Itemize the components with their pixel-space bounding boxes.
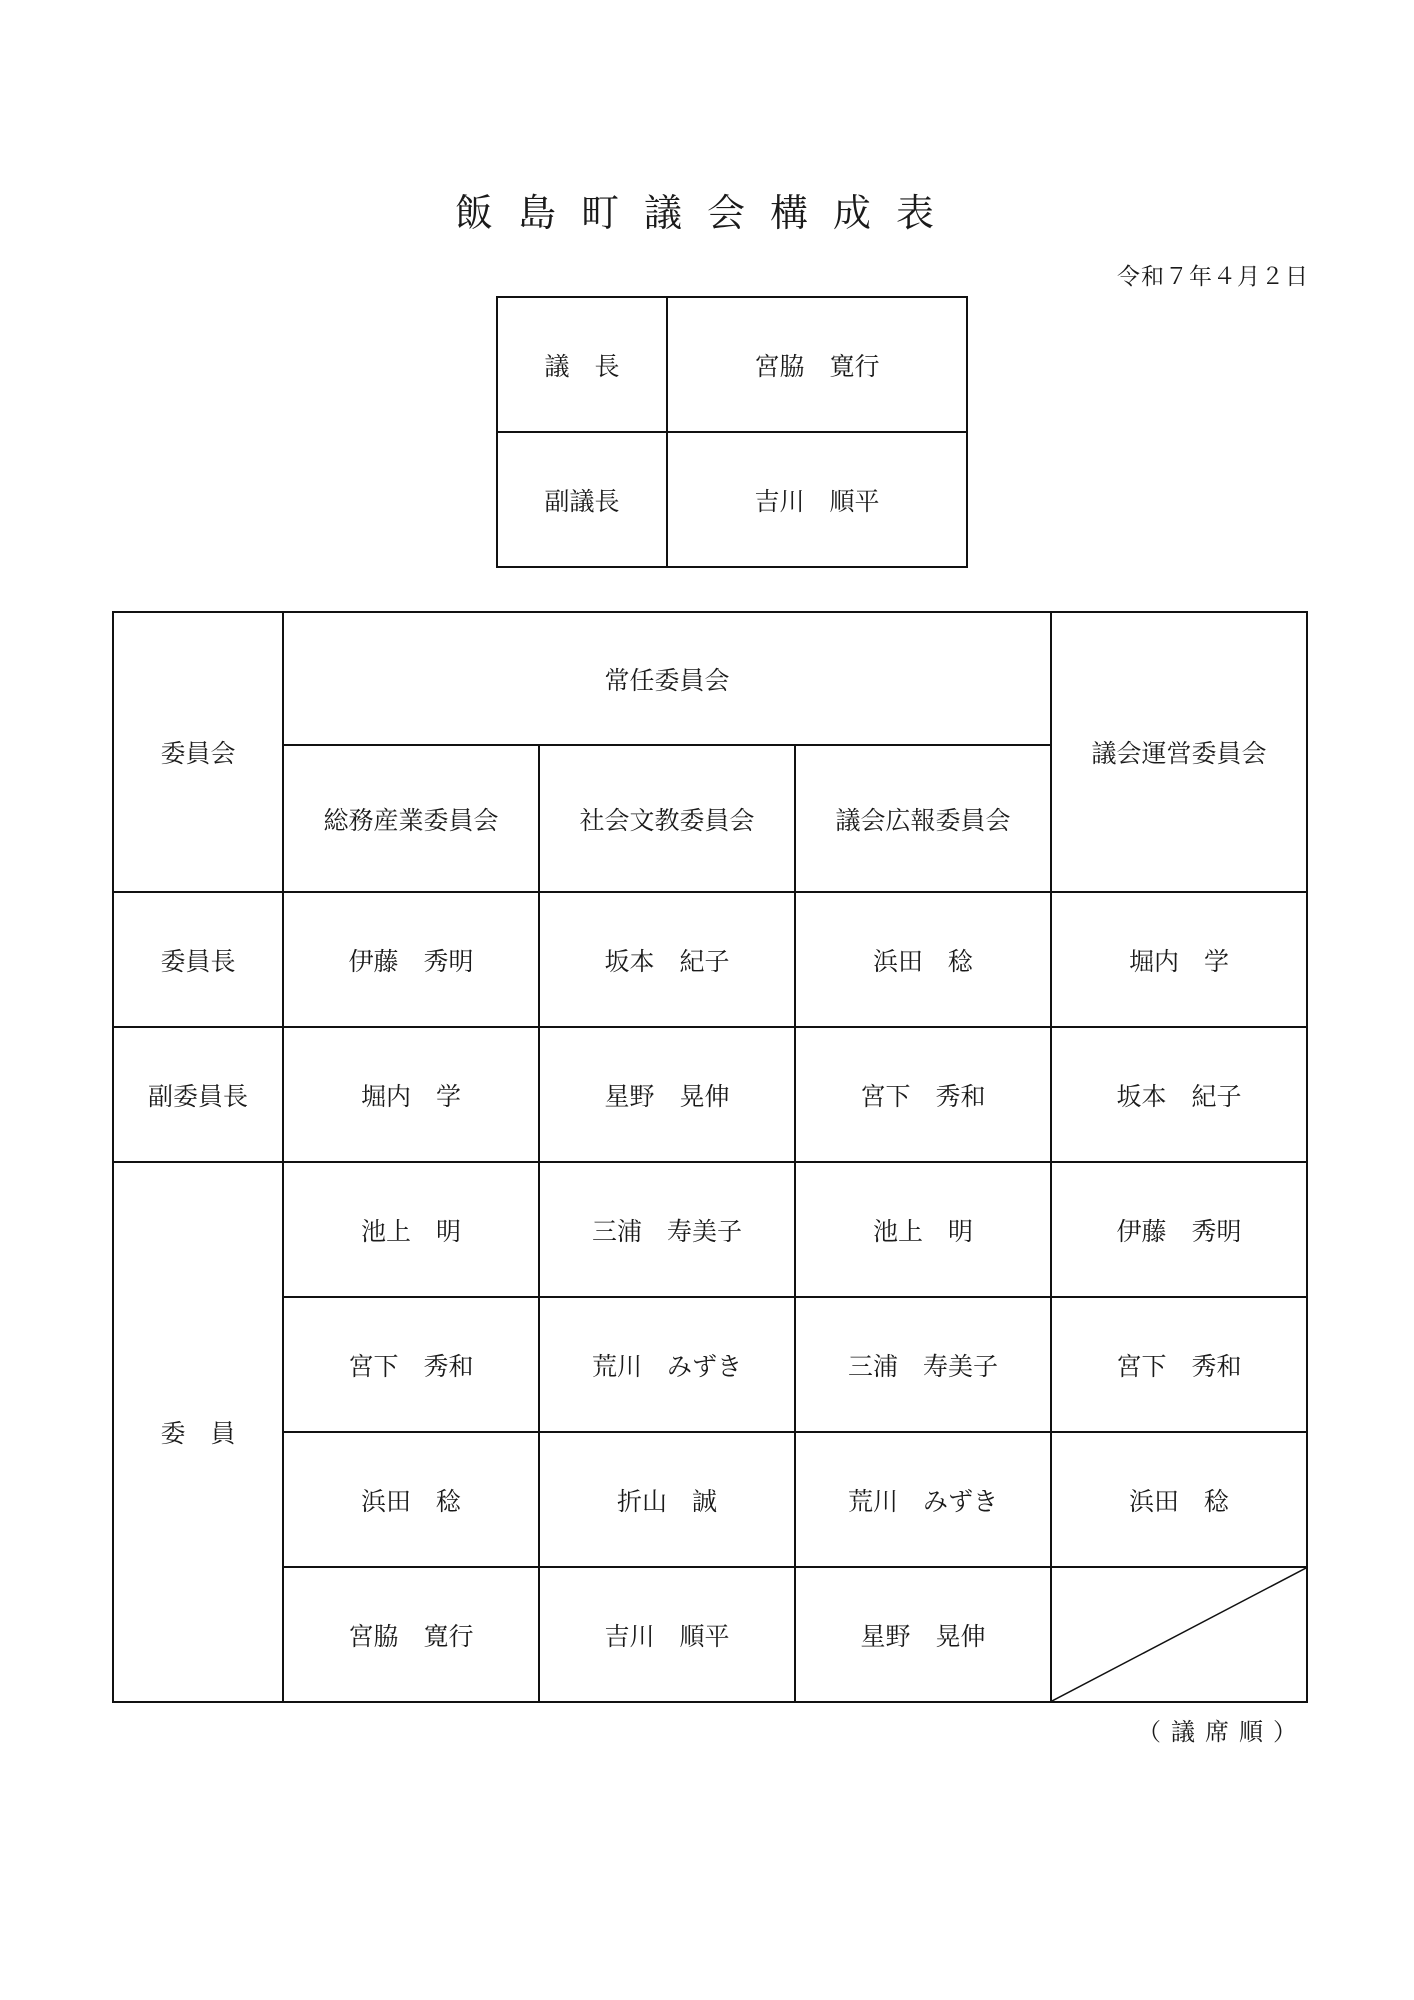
member-name: 折山 誠 — [539, 1432, 795, 1567]
member-name: 三浦 寿美子 — [539, 1162, 795, 1297]
officer-name-vice-speaker: 吉川 順平 — [667, 432, 967, 567]
chair-name: 浜田 稔 — [795, 892, 1051, 1027]
vice-chair-name: 星野 晃伸 — [539, 1027, 795, 1162]
officer-role-vice-speaker: 副議長 — [497, 432, 667, 567]
member-name: 吉川 順平 — [539, 1567, 795, 1702]
member-name: 伊藤 秀明 — [1051, 1162, 1307, 1297]
diagonal-line — [1052, 1568, 1306, 1701]
member-name: 宮下 秀和 — [1051, 1297, 1307, 1432]
member-name: 宮下 秀和 — [283, 1297, 539, 1432]
member-name: 星野 晃伸 — [795, 1567, 1051, 1702]
chair-label: 委員長 — [113, 892, 283, 1027]
committee-header-steering: 議会運営委員会 — [1051, 612, 1307, 892]
vice-chair-name: 宮下 秀和 — [795, 1027, 1051, 1162]
page-title: 飯島町議会構成表 — [454, 191, 959, 235]
officer-role-speaker: 議 長 — [497, 297, 667, 432]
seat-order-note: （議席順） — [1137, 1718, 1307, 1746]
member-row — [113, 1567, 1307, 1702]
officers-table — [496, 296, 968, 568]
vice-chair-label: 副委員長 — [113, 1027, 283, 1162]
officer-row-speaker — [497, 297, 967, 432]
empty-cell-diagonal — [1051, 1567, 1307, 1702]
vice-chair-name: 堀内 学 — [283, 1027, 539, 1162]
chair-name: 堀内 学 — [1051, 892, 1307, 1027]
committee-header-social-education: 社会文教委員会 — [539, 745, 795, 892]
document-date: 令和７年４月２日 — [1117, 264, 1309, 290]
officer-row-vice-speaker — [497, 432, 967, 567]
chair-name: 坂本 紀子 — [539, 892, 795, 1027]
committees-table — [112, 611, 1308, 1703]
officer-name-speaker: 宮脇 寛行 — [667, 297, 967, 432]
member-label: 委 員 — [113, 1162, 283, 1702]
member-name: 浜田 稔 — [1051, 1432, 1307, 1567]
member-name: 池上 明 — [795, 1162, 1051, 1297]
header-row-group — [113, 612, 1307, 745]
chair-name: 伊藤 秀明 — [283, 892, 539, 1027]
member-name: 宮脇 寛行 — [283, 1567, 539, 1702]
corner-label: 委員会 — [113, 612, 283, 892]
member-name: 池上 明 — [283, 1162, 539, 1297]
vice-chair-row — [113, 1027, 1307, 1162]
member-name: 荒川 みずき — [795, 1432, 1051, 1567]
chair-row — [113, 892, 1307, 1027]
member-name: 荒川 みずき — [539, 1297, 795, 1432]
member-name: 三浦 寿美子 — [795, 1297, 1051, 1432]
member-row — [113, 1162, 1307, 1297]
member-row — [113, 1432, 1307, 1567]
member-name: 浜田 稔 — [283, 1432, 539, 1567]
committee-header-public-relations: 議会広報委員会 — [795, 745, 1051, 892]
member-row — [113, 1297, 1307, 1432]
committee-header-general-affairs: 総務産業委員会 — [283, 745, 539, 892]
vice-chair-name: 坂本 紀子 — [1051, 1027, 1307, 1162]
standing-committees-header: 常任委員会 — [283, 612, 1051, 745]
